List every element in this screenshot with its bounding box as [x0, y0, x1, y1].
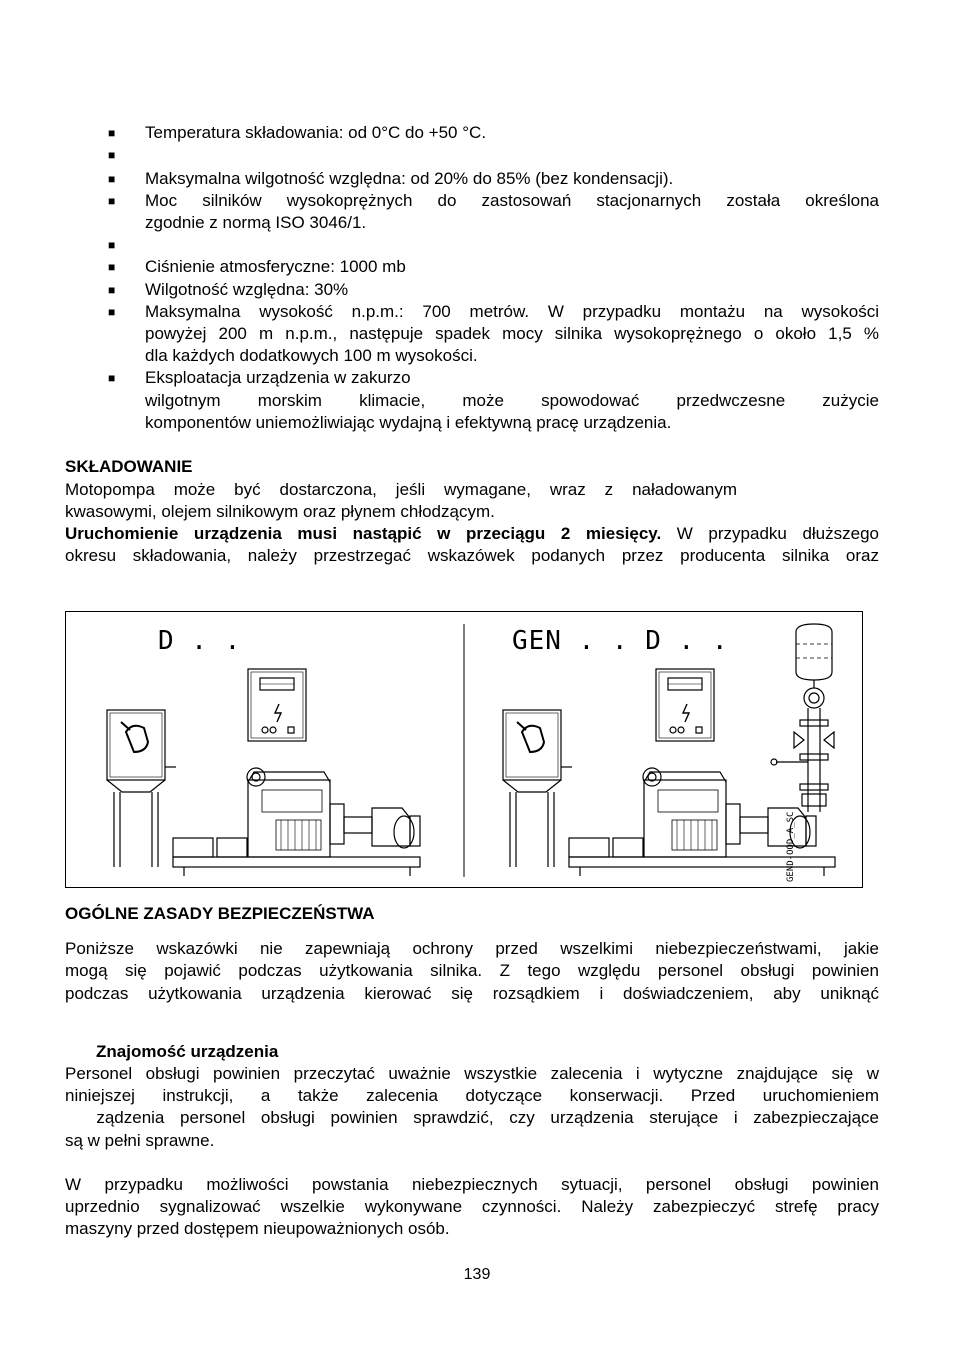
bullet-item-line: zgodnie z normą ISO 3046/1. [145, 213, 367, 232]
figure-code: GEND-OOD_A_SC [786, 811, 796, 882]
bullet-item-line: Eksploatacja urządzenia w zakurzo [145, 368, 411, 387]
knowledge-text-line: uprzednio sygnalizować wszelkie wykonywane czynności. Należy zabezpieczyć strefę pracy [65, 1197, 879, 1216]
storage-text-line: okresu składowania, należy przestrzegać wskazówek podanych przez producenta silnika oraz [65, 546, 879, 565]
bullet-item: Temperatura składowania: od 0°C do +50 °C. [145, 123, 487, 142]
bullet-item-line: komponentów uniemożliwiając wydajną i efektywną pracę urządzenia. [145, 413, 672, 432]
bullet-item-line: Maksymalna wysokość n.p.m.: 700 metrów. W przypadku montażu na wysokości [145, 302, 879, 321]
bullet-marker: ■ [108, 305, 116, 319]
bullet-item: Ciśnienie atmosferyczne: 1000 mb [145, 257, 406, 276]
bullet-marker: ■ [108, 172, 116, 186]
bullet-item-line: wilgotnym morskim klimacie, może spowodować przedwczesne zużycie [145, 391, 879, 410]
bullet-item-line: dla każdych dodatkowych 100 m wysokości. [145, 346, 478, 365]
knowledge-text-line: maszyny przed dostępem nieupoważnionych osób. [65, 1219, 450, 1238]
bullet-marker: ■ [108, 238, 116, 252]
storage-text-line: Motopompa może być dostarczona, jeśli wymagane, wraz z naładowanym [65, 480, 737, 499]
bullet-marker: ■ [108, 126, 116, 140]
bullet-marker: ■ [108, 194, 116, 208]
bullet-item: Maksymalna wilgotność względna: od 20% do 85% (bez kondensacji). [145, 169, 674, 188]
knowledge-text-line: ządzenia personel obsługi powinien sprawdzić, czy urządzenia sterujące i zabezpieczające [65, 1108, 879, 1127]
figure-label-right: GEN . . D . . [512, 626, 729, 656]
page-number: 139 [463, 1266, 491, 1283]
knowledge-heading: Znajomość urządzenia [96, 1042, 279, 1061]
safety-heading: OGÓLNE ZASADY BEZPIECZEŃSTWA [65, 904, 375, 923]
bullet-item: Wilgotność względna: 30% [145, 280, 349, 299]
figure-label-left: D . . [158, 626, 242, 656]
knowledge-text-line: W przypadku możliwości powstania niebezpiecznych sytuacji, personel obsługi powinien [65, 1175, 879, 1194]
knowledge-text-line: Personel obsługi powinien przeczytać uważnie wszystkie zalecenia i wytyczne znajdujące się w [65, 1064, 879, 1083]
storage-bold-text: Uruchomienie urządzenia musi nastąpić w przeciągu 2 miesięcy. [65, 524, 662, 543]
storage-text-line: kwasowymi, olejem silnikowym oraz płynem chłodzącym. [65, 502, 495, 521]
bullet-marker: ■ [108, 260, 116, 274]
knowledge-text-line: są w pełni sprawne. [65, 1131, 215, 1150]
storage-text-line [65, 523, 879, 545]
storage-heading: SKŁADOWANIE [65, 457, 193, 476]
knowledge-text-line: niniejszej instrukcji, a także zalecenia dotyczące konserwacji. Przed uruchomieniem [65, 1086, 879, 1105]
pump-figure [65, 611, 863, 888]
bullet-marker: ■ [108, 283, 116, 297]
safety-text-line: podczas użytkowania urządzenia kierować się rozsądkiem i doświadczeniem, aby uniknąć [65, 984, 879, 1003]
bullet-marker: ■ [108, 148, 116, 162]
safety-text-line: mogą się pojawić podczas użytkowania silnika. Z tego względu personel obsługi powinien [65, 961, 879, 980]
bullet-marker: ■ [108, 371, 116, 385]
bullet-item-line: powyżej 200 m n.p.m., następuje spadek mocy silnika wysokoprężnego o około 1,5 % [145, 324, 879, 343]
bullet-item-line: Moc silników wysokoprężnych do zastosowań stacjonarnych została określona [145, 191, 879, 210]
storage-text-rest: W przypadku dłuższego [661, 524, 879, 543]
safety-text-line: Poniższe wskazówki nie zapewniają ochrony przed wszelkimi niebezpieczeństwami, jakie [65, 939, 879, 958]
